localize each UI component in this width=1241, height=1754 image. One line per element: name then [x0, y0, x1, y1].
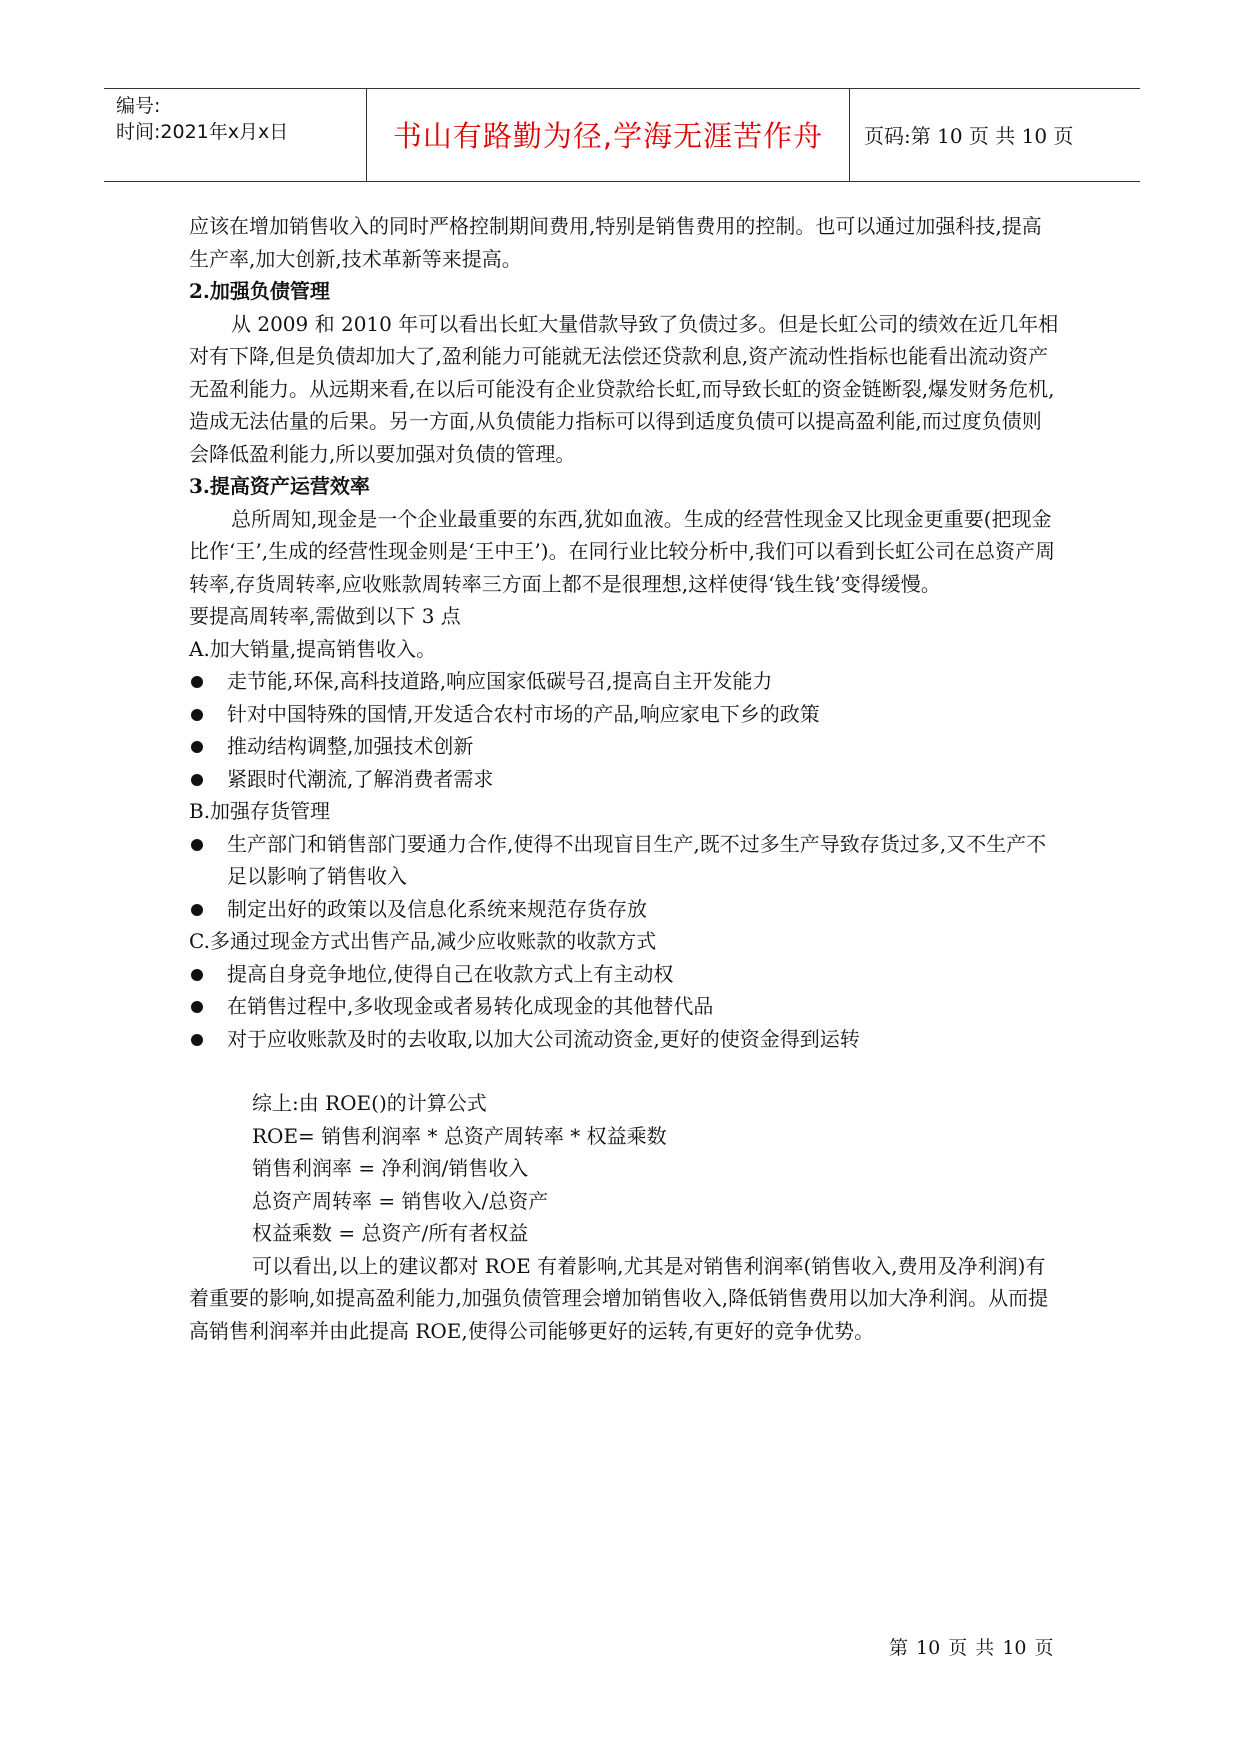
list-item: 提高自身竞争地位,使得自己在收款方式上有主动权: [189, 958, 1059, 991]
header-motto: 书山有路勤为径,学海无涯苦作舟: [392, 119, 824, 153]
bullet-icon: [191, 1034, 203, 1046]
bullet-icon: [191, 774, 203, 786]
document-body: [189, 210, 1059, 1347]
spacer: [189, 1055, 1059, 1087]
bullet-icon: [191, 676, 203, 688]
page-footer: 第 10 页 共 10 页: [889, 1637, 1054, 1659]
list-heading-b: B.加强存货管理: [189, 799, 331, 823]
formula-line: 总资产周转率 = 销售收入/总资产: [252, 1188, 549, 1213]
list-item: 在销售过程中,多收现金或者易转化成现金的其他替代品: [189, 990, 1059, 1023]
list-item: 制定出好的政策以及信息化系统来规范存货存放: [189, 893, 1059, 926]
list-heading-a: A.加大销量,提高销售收入。: [189, 636, 437, 661]
list-heading-c: C.多通过现金方式出售产品,减少应收账款的收款方式: [189, 929, 657, 953]
list-item: 紧跟时代潮流,了解消费者需求: [189, 763, 1059, 796]
section-heading: 2.加强负债管理: [189, 279, 330, 303]
formula-line: 权益乘数 = 总资产/所有者权益: [252, 1221, 529, 1245]
formula-line: 综上:由 ROE()的计算公式: [252, 1091, 487, 1115]
header-page-code: 页码:第 10 页 共 10 页: [864, 124, 1074, 148]
list-item: 走节能,环保,高科技道路,响应国家低碳号召,提高自主开发能力: [189, 665, 1059, 698]
bullet-icon: [191, 709, 203, 721]
list-item: 生产部门和销售部门要通力合作,使得不出现盲目生产,既不过多生产导致存货过多,又不生产不足以影响了销售收入: [189, 828, 1059, 893]
header-motto-cell: [367, 89, 850, 181]
formula-line: ROE= 销售利润率 * 总资产周转率 * 权益乘数: [252, 1123, 667, 1148]
list-item: 针对中国特殊的国情,开发适合农村市场的产品,响应家电下乡的政策: [189, 698, 1059, 731]
section-heading: 3.提高资产运营效率: [189, 474, 370, 498]
paragraph: 要提高周转率,需做到以下 3 点: [189, 604, 461, 628]
paragraph: 从 2009 和 2010 年可以看出长虹大量借款导致了负债过多。但是长虹公司的绩效在近几年相对有下降,但是负债却加大了,盈利能力可能就无法偿还贷款利息,资产流动性指标也能看出流动资产无盈利能力。从远期来看,在以后可能没有企业贷款给长虹,而导致长虹的资金链断裂,爆发财务危机,造成无法估量的后果。另一方面,从负债能力指标可以得到适度负债可以提高盈利能,而过度负债则会降低盈利能力,所以要加强对负债的管理。: [189, 311, 1059, 466]
paragraph: 应该在增加销售收入的同时严格控制期间费用,特别是销售费用的控制。也可以通过加强科技,提高生产率,加大创新,技术革新等来提高。: [189, 214, 1042, 271]
header-page-cell: [850, 89, 1140, 181]
document-number: 编号:: [116, 95, 161, 117]
formula-line: 销售利润率 = 净利润/销售收入: [252, 1156, 529, 1180]
bullet-icon: [191, 904, 203, 916]
list-item: 推动结构调整,加强技术创新: [189, 730, 1059, 763]
paragraph: 可以看出,以上的建议都对 ROE 有着影响,尤其是对销售利润率(销售收入,费用及净利润)有着重要的影响,如提高盈利能力,加强负债管理会增加销售收入,降低销售费用以加大净利润。从而提高销售利润率并由此提高 ROE,使得公司能够更好的运转,有更好的竞争优势。: [189, 1253, 1049, 1343]
document-time: 时间:2021年x月x日: [116, 121, 289, 143]
bullet-icon: [191, 1001, 203, 1013]
list-item: 对于应收账款及时的去收取,以加大公司流动资金,更好的使资金得到运转: [189, 1023, 1059, 1056]
bullet-icon: [191, 741, 203, 753]
bullet-icon: [191, 969, 203, 981]
paragraph: 总所周知,现金是一个企业最重要的东西,犹如血液。生成的经营性现金又比现金更重要(把现金比作‘王’,生成的经营性现金则是‘王中王’)。在同行业比较分析中,我们可以看到长虹公司在总资产周转率,存货周转率,应收账款周转率三方面上都不是很理想,这样使得‘钱生钱’变得缓慢。: [189, 506, 1055, 596]
bullet-icon: [191, 839, 203, 851]
page-header: [104, 88, 1140, 182]
header-meta: [104, 89, 367, 181]
